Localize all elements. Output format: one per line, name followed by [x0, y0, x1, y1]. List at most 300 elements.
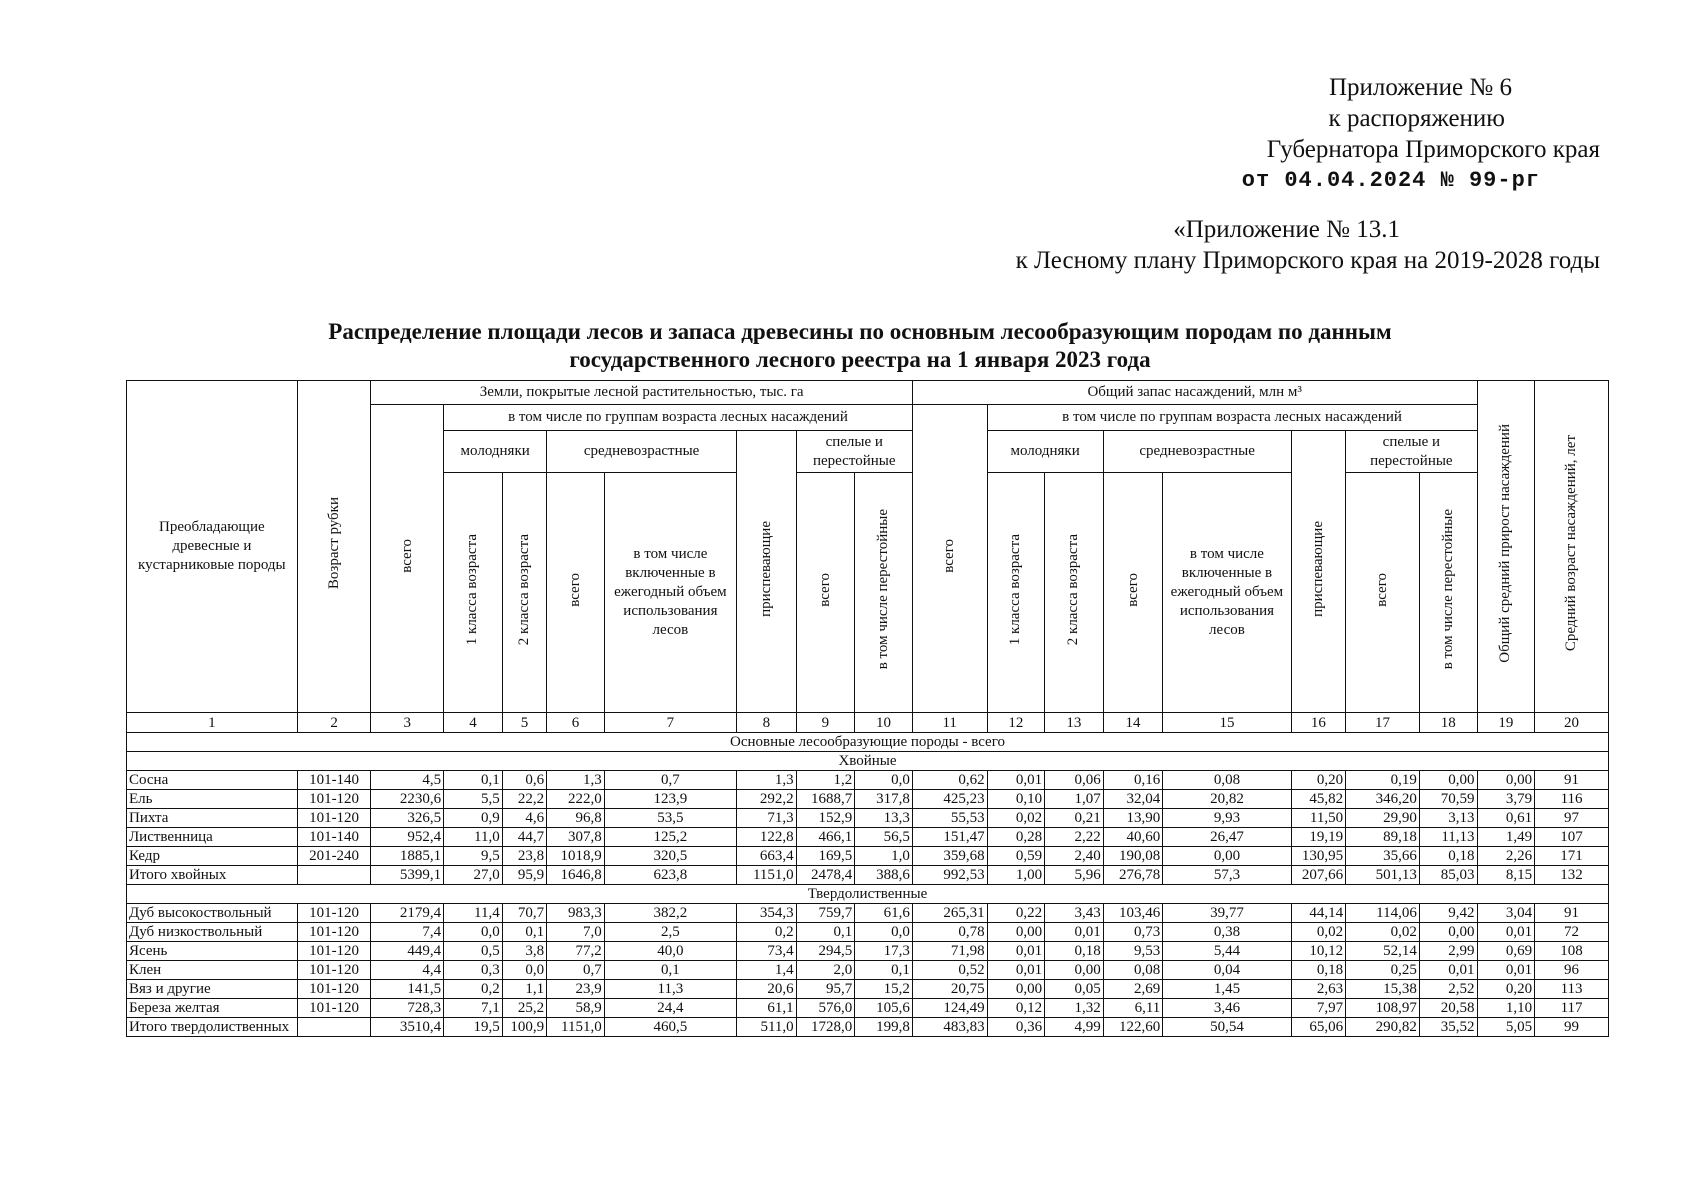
table-cell: 0,00 [1419, 771, 1477, 790]
header-area-mature-total: всего [796, 473, 855, 713]
table-row [127, 904, 1609, 923]
table-cell: 96 [1535, 961, 1609, 980]
table-cell: 0,01 [1045, 923, 1104, 942]
table-cell: 124,49 [912, 999, 987, 1018]
title-line-1: Распределение площади лесов и запаса древесины по основным лесообразующим породам по данным [328, 319, 1392, 344]
cutting-age: 101-120 [297, 904, 371, 923]
table-cell: 0,0 [855, 923, 913, 942]
table-cell: 2,5 [604, 923, 736, 942]
table-cell: 132 [1535, 866, 1609, 885]
table-cell: 0,08 [1103, 961, 1163, 980]
table-cell: 0,00 [1045, 961, 1104, 980]
species-name: Дуб высокоствольный [127, 904, 298, 923]
table-cell: 317,8 [855, 790, 913, 809]
cutting-age: 101-120 [297, 809, 371, 828]
column-number: 9 [796, 713, 855, 733]
table-cell: 114,06 [1346, 904, 1420, 923]
column-number: 10 [855, 713, 913, 733]
table-cell: 728,3 [371, 999, 444, 1018]
header-stock-ripening: приспевающие [1291, 431, 1346, 713]
header-species: Преобладающие древесные и кустарниковые породы [127, 381, 298, 713]
table-cell: 320,5 [604, 847, 736, 866]
header-stock-mature: спелые и перестойные [1346, 431, 1477, 473]
table-cell: 44,14 [1291, 904, 1346, 923]
table-cell: 388,6 [855, 866, 913, 885]
column-number: 15 [1163, 713, 1291, 733]
group-row [127, 752, 1609, 771]
table-cell: 13,90 [1103, 809, 1163, 828]
table-cell: 105,6 [855, 999, 913, 1018]
table-cell: 122,60 [1103, 1018, 1163, 1037]
table-cell: 2,22 [1045, 828, 1104, 847]
table-cell: 0,01 [987, 771, 1045, 790]
table-cell: 992,53 [912, 866, 987, 885]
table-cell: 354,3 [737, 904, 797, 923]
table-cell: 71,3 [737, 809, 797, 828]
column-number: 3 [371, 713, 444, 733]
table-row [127, 771, 1609, 790]
header-area-total: всего [371, 405, 444, 713]
table-cell: 0,38 [1163, 923, 1291, 942]
table-cell: 73,4 [737, 942, 797, 961]
table-cell: 9,5 [444, 847, 503, 866]
column-number: 2 [297, 713, 371, 733]
table-cell: 0,28 [987, 828, 1045, 847]
species-name: Кедр [127, 847, 298, 866]
table-cell: 0,02 [1346, 923, 1420, 942]
table-cell: 5,96 [1045, 866, 1104, 885]
table-cell: 40,0 [604, 942, 736, 961]
table-cell: 346,20 [1346, 790, 1420, 809]
table-cell: 199,8 [855, 1018, 913, 1037]
table-cell: 50,54 [1163, 1018, 1291, 1037]
header-area-included: в том числе включенные в ежегодный объем использования лесов [604, 473, 736, 713]
table-cell: 0,9 [444, 809, 503, 828]
table-cell: 2,26 [1477, 847, 1535, 866]
table-cell: 44,7 [502, 828, 546, 847]
table-cell: 0,18 [1291, 961, 1346, 980]
table-cell: 125,2 [604, 828, 736, 847]
table-cell: 70,7 [502, 904, 546, 923]
table-cell: 53,5 [604, 809, 736, 828]
table-cell: 11,3 [604, 980, 736, 999]
species-name: Лиственница [127, 828, 298, 847]
table-cell: 52,14 [1346, 942, 1420, 961]
species-name: Итого твердолиственных [127, 1018, 298, 1037]
table-cell: 0,16 [1103, 771, 1163, 790]
column-number: 18 [1419, 713, 1477, 733]
table-cell: 1151,0 [547, 1018, 605, 1037]
table-cell: 100,9 [502, 1018, 546, 1037]
table-cell: 96,8 [547, 809, 605, 828]
column-number: 4 [444, 713, 503, 733]
table-cell: 7,4 [371, 923, 444, 942]
column-number: 8 [737, 713, 797, 733]
table-cell: 290,82 [1346, 1018, 1420, 1037]
header-area-class1: 1 класса возраста [444, 473, 503, 713]
table-cell: 122,8 [737, 828, 797, 847]
header-area-age-groups: в том числе по группам возраста лесных насаждений [444, 405, 913, 431]
table-cell: 11,13 [1419, 828, 1477, 847]
species-name: Дуб низкоствольный [127, 923, 298, 942]
cutting-age [297, 1018, 371, 1037]
column-number: 5 [502, 713, 546, 733]
document-header [1016, 72, 1600, 276]
table-cell: 151,47 [912, 828, 987, 847]
table-cell: 0,52 [912, 961, 987, 980]
table-cell: 0,0 [444, 923, 503, 942]
table-cell: 61,1 [737, 999, 797, 1018]
table-cell: 0,1 [444, 771, 503, 790]
table-cell: 103,46 [1103, 904, 1163, 923]
table-cell: 99 [1535, 1018, 1609, 1037]
table-cell: 0,00 [987, 980, 1045, 999]
table-cell: 7,0 [547, 923, 605, 942]
table-cell: 1,0 [855, 847, 913, 866]
table-cell: 72 [1535, 923, 1609, 942]
table-cell: 222,0 [547, 790, 605, 809]
table-cell: 0,06 [1045, 771, 1104, 790]
table-cell: 10,12 [1291, 942, 1346, 961]
header-stock-middle: средневозрастные [1103, 431, 1291, 473]
cutting-age: 101-120 [297, 999, 371, 1018]
table-cell: 0,0 [855, 771, 913, 790]
table-cell: 0,00 [1419, 923, 1477, 942]
table-cell: 0,2 [737, 923, 797, 942]
cutting-age: 101-120 [297, 790, 371, 809]
table-cell: 0,22 [987, 904, 1045, 923]
table-cell: 24,4 [604, 999, 736, 1018]
table-cell: 91 [1535, 771, 1609, 790]
table-cell: 65,06 [1291, 1018, 1346, 1037]
column-number: 12 [987, 713, 1045, 733]
column-number: 7 [604, 713, 736, 733]
table-cell: 576,0 [796, 999, 855, 1018]
table-cell: 0,01 [1477, 961, 1535, 980]
header-stock-overmature: в том числе перестойные [1419, 473, 1477, 713]
table-cell: 0,18 [1045, 942, 1104, 961]
header-area-group: Земли, покрытые лесной растительностью, тыс. га [371, 381, 912, 405]
order-date-number: от 04.04.2024 № 99-рг [1241, 168, 1540, 193]
table-cell: 1,2 [796, 771, 855, 790]
table-cell: 4,5 [371, 771, 444, 790]
header-stock-class2: 2 класса возраста [1045, 473, 1104, 713]
table-body [127, 713, 1609, 1037]
table-cell: 0,12 [987, 999, 1045, 1018]
table-cell: 0,20 [1291, 771, 1346, 790]
header-area-class2: 2 класса возраста [502, 473, 546, 713]
table-cell: 0,5 [444, 942, 503, 961]
cutting-age: 101-120 [297, 961, 371, 980]
table-cell: 1,07 [1045, 790, 1104, 809]
table-cell: 77,2 [547, 942, 605, 961]
table-cell: 663,4 [737, 847, 797, 866]
table-cell: 1,3 [737, 771, 797, 790]
table-cell: 20,75 [912, 980, 987, 999]
species-name: Итого хвойных [127, 866, 298, 885]
table-cell: 1688,7 [796, 790, 855, 809]
table-cell: 26,47 [1163, 828, 1291, 847]
table-cell: 511,0 [737, 1018, 797, 1037]
table-cell: 3,04 [1477, 904, 1535, 923]
table-row [127, 942, 1609, 961]
table-cell: 89,18 [1346, 828, 1420, 847]
table-cell: 116 [1535, 790, 1609, 809]
table-cell: 123,9 [604, 790, 736, 809]
header-area-mature: спелые и перестойные [796, 431, 912, 473]
table-cell: 5399,1 [371, 866, 444, 885]
cutting-age: 101-120 [297, 942, 371, 961]
table-cell: 169,5 [796, 847, 855, 866]
table-cell: 0,19 [1346, 771, 1420, 790]
cutting-age: 201-240 [297, 847, 371, 866]
table-cell: 0,36 [987, 1018, 1045, 1037]
table-cell: 1728,0 [796, 1018, 855, 1037]
table-cell: 0,0 [502, 961, 546, 980]
header-stock-young: молодняки [987, 431, 1103, 473]
table-row [127, 828, 1609, 847]
table-cell: 0,69 [1477, 942, 1535, 961]
table-cell: 15,38 [1346, 980, 1420, 999]
table-cell: 5,44 [1163, 942, 1291, 961]
forest-distribution-table [126, 380, 1609, 1037]
table-cell: 23,8 [502, 847, 546, 866]
table-cell: 483,83 [912, 1018, 987, 1037]
table-cell: 983,3 [547, 904, 605, 923]
table-cell: 307,8 [547, 828, 605, 847]
table-cell: 0,04 [1163, 961, 1291, 980]
table-row [127, 961, 1609, 980]
table-cell: 0,1 [604, 961, 736, 980]
header-stock-included: в том числе включенные в ежегодный объем использования лесов [1163, 473, 1291, 713]
species-name: Ясень [127, 942, 298, 961]
table-cell: 623,8 [604, 866, 736, 885]
table-cell: 0,78 [912, 923, 987, 942]
table-cell: 3,13 [1419, 809, 1477, 828]
table-cell: 20,58 [1419, 999, 1477, 1018]
table-cell: 7,97 [1291, 999, 1346, 1018]
header-area-young: молодняки [444, 431, 547, 473]
table-cell: 2,40 [1045, 847, 1104, 866]
table-cell: 55,53 [912, 809, 987, 828]
table-cell: 1646,8 [547, 866, 605, 885]
table-cell: 0,61 [1477, 809, 1535, 828]
table-cell: 108,97 [1346, 999, 1420, 1018]
table-cell: 0,10 [987, 790, 1045, 809]
table-cell: 0,01 [987, 961, 1045, 980]
table-cell: 20,6 [737, 980, 797, 999]
table-cell: 39,77 [1163, 904, 1291, 923]
table-cell: 0,25 [1346, 961, 1420, 980]
table-cell: 4,6 [502, 809, 546, 828]
section-row [127, 733, 1609, 752]
cutting-age: 101-140 [297, 828, 371, 847]
header-stock-group: Общий запас насаждений, млн м³ [912, 381, 1477, 405]
appendix-authority: Губернатора Приморского края [1266, 136, 1600, 163]
header-stock-mature-total: всего [1346, 473, 1420, 713]
table-cell: 292,2 [737, 790, 797, 809]
table-cell: 449,4 [371, 942, 444, 961]
header-mean-increment: Общий средний прирост насаждений [1477, 381, 1535, 713]
table-cell: 1,00 [987, 866, 1045, 885]
table-cell: 0,6 [502, 771, 546, 790]
table-cell: 152,9 [796, 809, 855, 828]
table-cell: 35,52 [1419, 1018, 1477, 1037]
table-cell: 113 [1535, 980, 1609, 999]
table-cell: 190,08 [1103, 847, 1163, 866]
table-cell: 6,11 [1103, 999, 1163, 1018]
table-cell: 2478,4 [796, 866, 855, 885]
column-number: 14 [1103, 713, 1163, 733]
table-cell: 13,3 [855, 809, 913, 828]
table-cell: 0,01 [987, 942, 1045, 961]
table-cell: 0,1 [855, 961, 913, 980]
table-cell: 0,01 [1419, 961, 1477, 980]
table-cell: 359,68 [912, 847, 987, 866]
header-area-overmature: в том числе перестойные [855, 473, 913, 713]
table-cell: 1018,9 [547, 847, 605, 866]
table-cell: 9,93 [1163, 809, 1291, 828]
table-cell: 3,46 [1163, 999, 1291, 1018]
column-number: 16 [1291, 713, 1346, 733]
table-cell: 130,95 [1291, 847, 1346, 866]
table-cell: 27,0 [444, 866, 503, 885]
table-cell: 3,43 [1045, 904, 1104, 923]
table-cell: 1151,0 [737, 866, 797, 885]
header-stock-age-groups: в том числе по группам возраста лесных насаждений [987, 405, 1477, 431]
header-area-middle: средневозрастные [547, 431, 737, 473]
table-row [127, 866, 1609, 885]
table-cell: 3,79 [1477, 790, 1535, 809]
table-cell: 1,4 [737, 961, 797, 980]
column-number: 20 [1535, 713, 1609, 733]
table-cell: 19,19 [1291, 828, 1346, 847]
column-number: 1 [127, 713, 298, 733]
table-cell: 0,01 [1477, 923, 1535, 942]
table-cell: 4,99 [1045, 1018, 1104, 1037]
title-line-2: государственного лесного реестра на 1 января 2023 года [569, 347, 1151, 372]
table-cell: 17,3 [855, 942, 913, 961]
table-cell: 56,5 [855, 828, 913, 847]
table-cell: 501,13 [1346, 866, 1420, 885]
table-cell: 276,78 [1103, 866, 1163, 885]
table-row [127, 980, 1609, 999]
table-cell: 117 [1535, 999, 1609, 1018]
table-cell: 57,3 [1163, 866, 1291, 885]
table-cell: 0,73 [1103, 923, 1163, 942]
table-cell: 0,00 [987, 923, 1045, 942]
table-cell: 97 [1535, 809, 1609, 828]
table-cell: 207,66 [1291, 866, 1346, 885]
table-cell: 3,8 [502, 942, 546, 961]
appendix-ref: к распоряжению [1328, 105, 1505, 132]
table-cell: 8,15 [1477, 866, 1535, 885]
table-cell: 0,7 [547, 961, 605, 980]
group-title: Хвойные [127, 752, 1609, 771]
header-mean-age: Средний возраст насаждений, лет [1535, 381, 1609, 713]
column-number: 19 [1477, 713, 1535, 733]
table-cell: 5,05 [1477, 1018, 1535, 1037]
table-cell: 759,7 [796, 904, 855, 923]
table-cell: 460,5 [604, 1018, 736, 1037]
table-cell: 2,52 [1419, 980, 1477, 999]
column-number: 11 [912, 713, 987, 733]
table-cell: 11,50 [1291, 809, 1346, 828]
table-cell: 2,69 [1103, 980, 1163, 999]
table-cell: 0,02 [1291, 923, 1346, 942]
table-cell: 425,23 [912, 790, 987, 809]
table-row [127, 1018, 1609, 1037]
table-cell: 1,32 [1045, 999, 1104, 1018]
table-cell: 58,9 [547, 999, 605, 1018]
table-cell: 5,5 [444, 790, 503, 809]
table-cell: 326,5 [371, 809, 444, 828]
table-cell: 107 [1535, 828, 1609, 847]
table-cell: 61,6 [855, 904, 913, 923]
table-cell: 11,4 [444, 904, 503, 923]
table-row [127, 923, 1609, 942]
table-cell: 0,59 [987, 847, 1045, 866]
cutting-age [297, 866, 371, 885]
header-stock-class1: 1 класса возраста [987, 473, 1045, 713]
table-cell: 0,1 [796, 923, 855, 942]
table-cell: 466,1 [796, 828, 855, 847]
table-cell: 0,62 [912, 771, 987, 790]
column-number: 6 [547, 713, 605, 733]
cutting-age: 101-140 [297, 771, 371, 790]
species-name: Ель [127, 790, 298, 809]
table-cell: 85,03 [1419, 866, 1477, 885]
sub-appendix-number: «Приложение № 13.1 [1173, 216, 1400, 243]
header-area-ripening: приспевающие [737, 431, 797, 713]
header-stock-total: всего [912, 405, 987, 713]
table-cell: 35,66 [1346, 847, 1420, 866]
species-name: Вяз и другие [127, 980, 298, 999]
table-cell: 0,1 [502, 923, 546, 942]
table-cell: 4,4 [371, 961, 444, 980]
group-title: Твердолиственные [127, 885, 1609, 904]
table-cell: 29,90 [1346, 809, 1420, 828]
header-area-middle-total: всего [547, 473, 605, 713]
table-cell: 11,0 [444, 828, 503, 847]
table-cell: 25,2 [502, 999, 546, 1018]
table-cell: 2230,6 [371, 790, 444, 809]
table-cell: 15,2 [855, 980, 913, 999]
table-cell: 0,00 [1477, 771, 1535, 790]
table-cell: 0,21 [1045, 809, 1104, 828]
table-cell: 2,0 [796, 961, 855, 980]
table-cell: 9,53 [1103, 942, 1163, 961]
table-cell: 91 [1535, 904, 1609, 923]
table-cell: 32,04 [1103, 790, 1163, 809]
table-cell: 0,20 [1477, 980, 1535, 999]
table-cell: 0,08 [1163, 771, 1291, 790]
column-number: 13 [1045, 713, 1104, 733]
table-cell: 95,9 [502, 866, 546, 885]
table-row [127, 790, 1609, 809]
appendix-number: Приложение № 6 [1328, 74, 1512, 101]
table-row [127, 999, 1609, 1018]
table-cell: 0,7 [604, 771, 736, 790]
sub-appendix-ref: к Лесному плану Приморского края на 2019-2028 годы [1015, 247, 1600, 274]
species-name: Клен [127, 961, 298, 980]
cutting-age: 101-120 [297, 980, 371, 999]
table-cell: 2,99 [1419, 942, 1477, 961]
group-row [127, 885, 1609, 904]
table-row [127, 847, 1609, 866]
table-cell: 1,1 [502, 980, 546, 999]
table-cell: 108 [1535, 942, 1609, 961]
